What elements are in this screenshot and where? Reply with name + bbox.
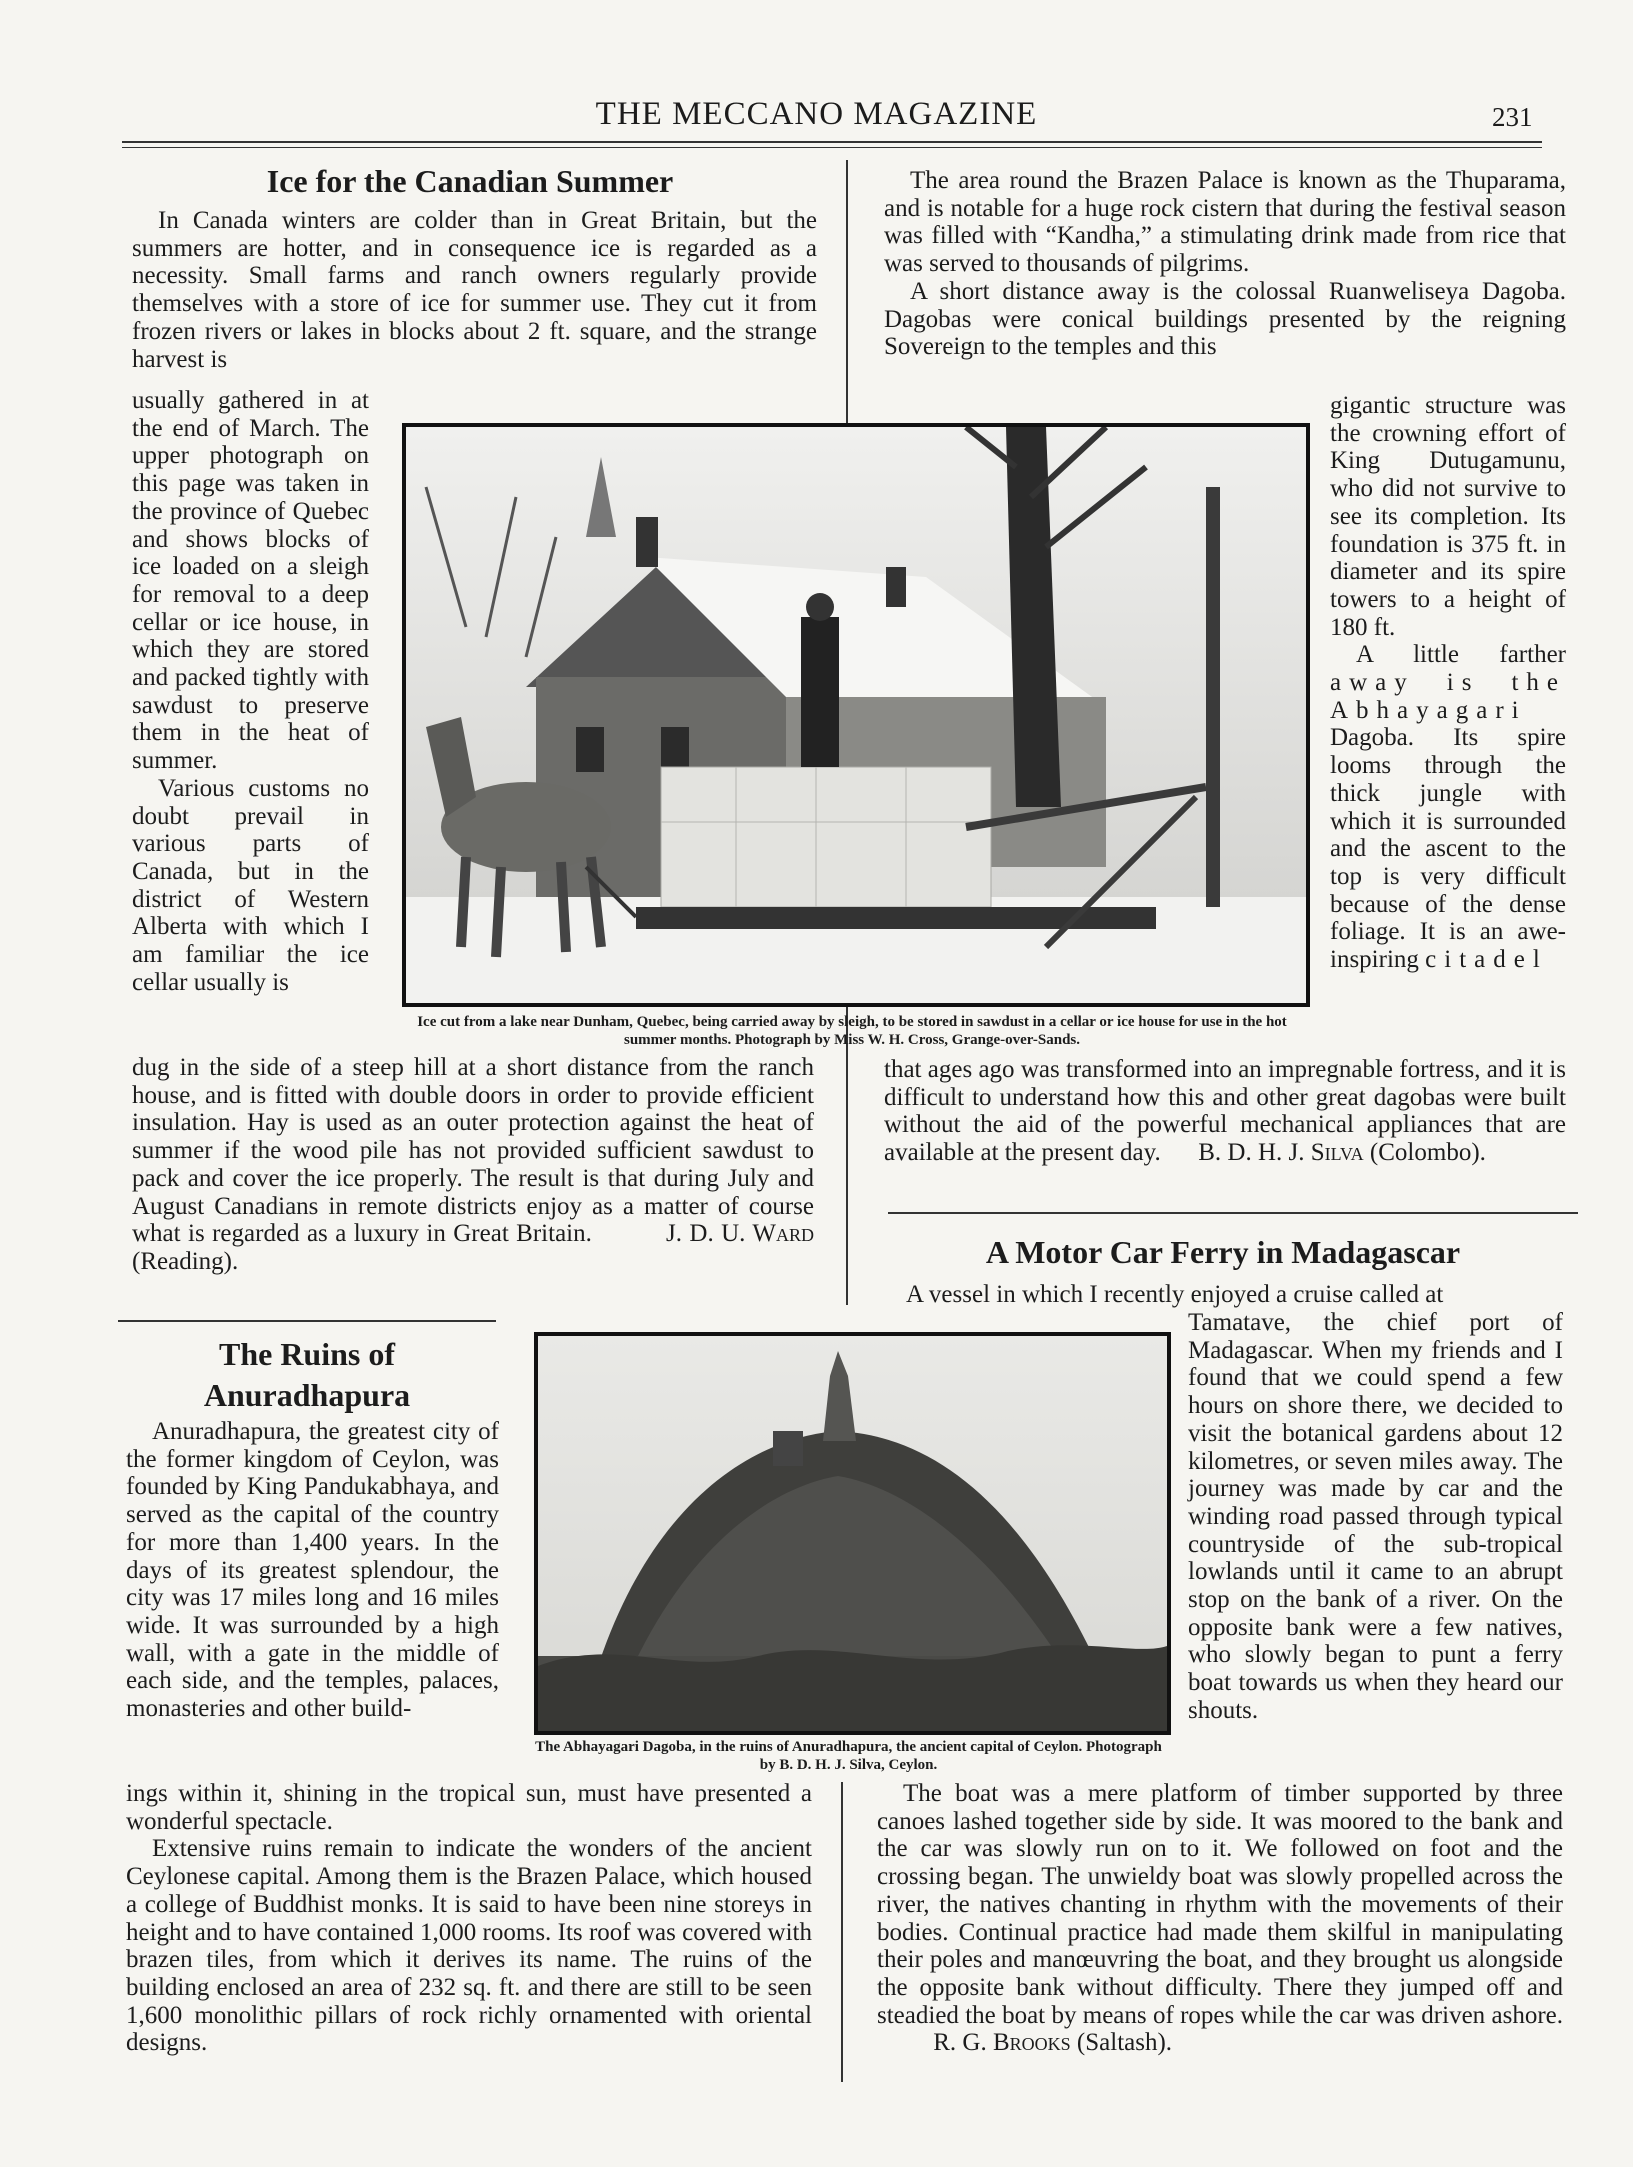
ice-para1-top: In Canada winters are colder than in Great Britain, but the summers are hotter, and in consequence ice is regarded as a necessity. Small farms and ranch owners regularly provide themselves with a store of ice for summer use. They cut it from frozen rivers or lakes in blocks about 2 ft. square, and the strange harvest is	[132, 207, 817, 373]
ruins-top-rule	[118, 1320, 496, 1322]
ruins-para1-narrow: Anuradhapura, the greatest city of the former kingdom of Ceylon, was founded by King Pandukabhaya, and served as the capital of the country for more than 1,400 years. In the days of its greatest splendour, the city was 17 miles long and 16 miles wide. It was surrounded by a high wall, with a gate in the middle of each side, and the temples, palaces, monasteries and other build-	[126, 1418, 499, 1723]
ice-para2-bottom: dug in the side of a steep hill at a short distance from the ranch house, and is fitted with double doors in order to provide efficient insulation. Hay is used as an outer protection against the heat of summer if the wood pile has not provided sufficient sawdust to pack and cover the ice properly. The result is that during July and August Canadians in remote districts enjoy as a matter of course what is regarded as a luxury in Great Britain. J. D. U. Ward (Reading).	[132, 1054, 814, 1275]
article-title-ruins	[118, 1334, 496, 1416]
page-number: 231	[1492, 102, 1533, 132]
article-title-ice: Ice for the Canadian Summer	[266, 163, 674, 199]
ice-photo-caption: Ice cut from a lake near Dunham, Quebec, being carried away by sleigh, to be stored in sawdust in a cellar or ice house for use in the hot summer months. Photograph by Miss W. H. Cross, Grange-over-Sands.	[417, 1014, 1287, 1048]
ferry-para2: The boat was a mere platform of timber supported by three canoes lashed together side by side. It was moored to the bank and the car was slowly run on to it. We followed on foot and the crossing began. The unwieldy boat was slowly propelled across the river, the natives chanting in rhythm with the movements of their bodies. Continual practice had made them skilful in manipulating their poles and manœuvring the boat, and they brought us alongside the opposite bank without difficulty. There they jumped off and steadied the boat by means of ropes while the car was driven ashore. R. G. Brooks (Saltash).	[877, 1780, 1563, 2057]
ruins-cont-bottom: that ages ago was transformed into an impregnable fortress, and it is difficult to understand how this and other great dagobas were built without the aid of the powerful mechanical appliances that are available at the present day. B. D. H. J. Silva (Colombo).	[884, 1056, 1566, 1167]
ferry-top-rule	[888, 1212, 1578, 1214]
ice-sleigh-photo	[402, 423, 1310, 1007]
byline-ice: J. D. U. Ward	[666, 1220, 814, 1248]
article-title-ruins-line1: The Ruins of	[218, 1336, 396, 1372]
article-title-ruins-line2: Anuradhapura	[203, 1377, 411, 1413]
ice-para-narrow: usually gathered in at the end of March. The upper photograph on this page was taken in the province of Quebec and shows blocks of ice loaded on a sleigh for removal to a deep cellar or ice house, in which they are stored and packed tightly with sawdust to preserve them in the heat of summer. Various customs no doubt prevail in various parts of Canada, but in the district of Western Alberta with which I am familiar the ice cellar usually is	[132, 387, 369, 996]
ruins-para-bottom: ings within it, shining in the tropical sun, must have presented a wonderful spectacle. Extensive ruins remain to indicate the wonders of the ancient Ceylonese capital. Among them is the Brazen Palace, which housed a college of Buddhist monks. It is said to have been nine storeys in height and to have contained 1,000 rooms. Its roof was covered with brazen tiles, from which it derives its name. The ruins of the building enclosed an area of 232 sq. ft. and there are still to be seen 1,600 monolithic pillars of rock richly ornamented with oriental designs.	[126, 1780, 812, 2057]
dagoba-photo-caption: The Abhayagari Dagoba, in the ruins of Anuradhapura, the ancient capital of Ceylon. Photograph by B. D. H. J. Silva, Ceylon.	[535, 1739, 1162, 1773]
ferry-para1-narrow: Tamatave, the chief port of Madagascar. When my friends and I found that we could spend a few hours on shore there, we decided to visit the botanical gardens about 12 kilometres, or seven miles away. The journey was made by car and the winding road passed through typical countryside of the sub-tropical lowlands until it came to an abrupt stop on the bank of a river. On the opposite bank were a few natives, who slowly began to punt a ferry boat towards us when they heard our shouts.	[1188, 1309, 1563, 1724]
ferry-para1-full: A vessel in which I recently enjoyed a cruise called at	[906, 1281, 1444, 1308]
byline-silva: B. D. H. J. Silva	[1198, 1139, 1364, 1167]
magazine-title: THE MECCANO MAGAZINE	[595, 96, 1038, 132]
ruins-cont-top: The area round the Brazen Palace is known as the Thuparama, and is notable for a huge rock cistern that during the festival season was filled with “Kandha,” a stimulating drink made from rice that was served to thousands of pilgrims. A short distance away is the colossal Ruanweliseya Dagoba. Dagobas were conical buildings presented by the reigning Sovereign to the temples and this	[884, 167, 1566, 361]
header-rule	[122, 141, 1542, 143]
byline-brooks: R. G. Brooks	[933, 2029, 1071, 2057]
article-title-ferry: A Motor Car Ferry in Madagascar	[985, 1234, 1461, 1270]
dagoba-photo	[534, 1332, 1171, 1735]
ruins-cont-narrow: gigantic structure was the crowning effort of King Dutugamunu, who did not survive to see its completion. Its foundation is 375 ft. in diameter and its spire towers to a height of 180 ft. A little farther away is the Abhayagari Dagoba. Its spire looms through the thick jungle with which it is surrounded and the ascent to the top is very difficult because of the dense foliage. It is an awe-inspiring citadel	[1330, 392, 1566, 974]
header-rule-thin	[122, 147, 1542, 148]
column-divider-bottom	[841, 1782, 843, 2082]
